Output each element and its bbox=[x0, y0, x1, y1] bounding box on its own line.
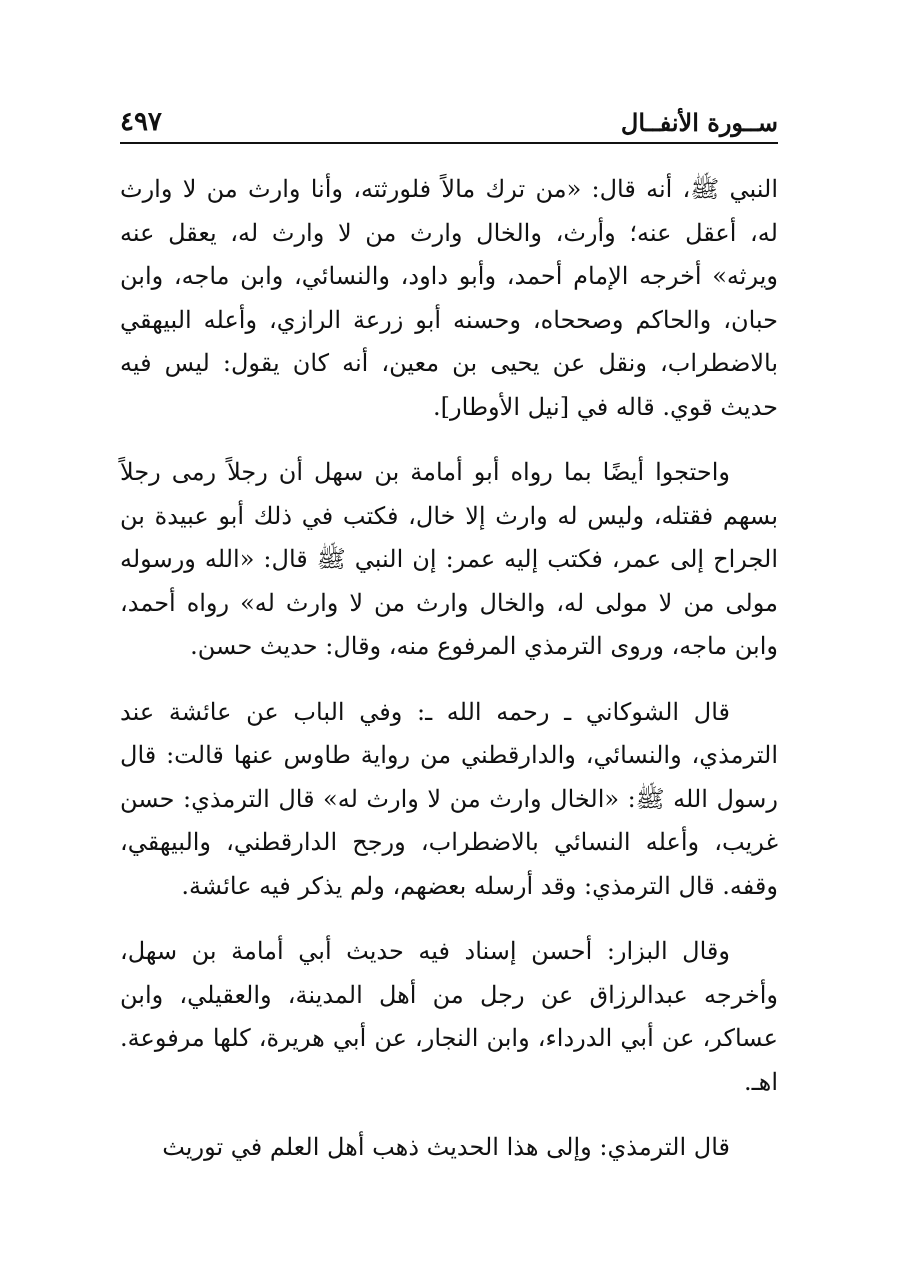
page-header bbox=[120, 100, 778, 144]
paragraph-2: واحتجوا أيضًا بما رواه أبو أمامة بن سهل أن رجلاً رمى رجلاً بسهم فقتله، وليس له وارث إلا خال، فكتب في ذلك أبو عبيدة بن الجراح إلى عمر، فكتب إليه عمر: إن النبي ﷺ قال: «الله ورسوله مولى من لا مولى له، والخال وارث من لا وارث له» رواه أحمد، وابن ماجه، وروى الترمذي المرفوع منه، وقال: حديث حسن. bbox=[120, 458, 778, 660]
page-body bbox=[120, 168, 778, 1192]
paragraph-1: النبي ﷺ، أنه قال: «من ترك مالاً فلورثته، وأنا وارث من لا وارث له، أعقل عنه؛ وأرث، والخال وارث من لا وارث له، يعقل عنه ويرثه» أخرجه الإمام أحمد، وأبو داود، والنسائي، وابن ماجه، وابن حبان، والحاكم وصححاه، وحسنه أبو زرعة الرازي، وأعله البيهقي بالاضطراب، ونقل عن يحيى بن معين، أنه كان يقول: ليس فيه حديث قوي. قاله في [نيل الأوطار]. bbox=[120, 175, 778, 421]
page-number: ٤٩٧ bbox=[120, 106, 162, 137]
paragraph-4: وقال البزار: أحسن إسناد فيه حديث أبي أمامة بن سهل، وأخرجه عبدالرزاق عن رجل من أهل المدينة، والعقيلي، وابن عساكر، عن أبي الدرداء، وابن النجار، عن أبي هريرة، كلها مرفوعة. اهـ. bbox=[120, 937, 778, 1096]
paragraph-3: قال الشوكاني ـ رحمه الله ـ: وفي الباب عن عائشة عند الترمذي، والنسائي، والدارقطني من رواية طاوس عنها قالت: قال رسول الله ﷺ: «الخال وارث من لا وارث له» قال الترمذي: حسن غريب، وأعله النسائي بالاضطراب، ورجح الدارقطني، والبيهقي، وقفه. قال الترمذي: وقد أرسله بعضهم، ولم يذكر فيه عائشة. bbox=[120, 697, 778, 900]
surah-title: ســورة الأنفــال bbox=[620, 108, 778, 138]
paragraph-5: قال الترمذي: وإلى هذا الحديث ذهب أهل العلم في توريث bbox=[162, 1133, 730, 1161]
